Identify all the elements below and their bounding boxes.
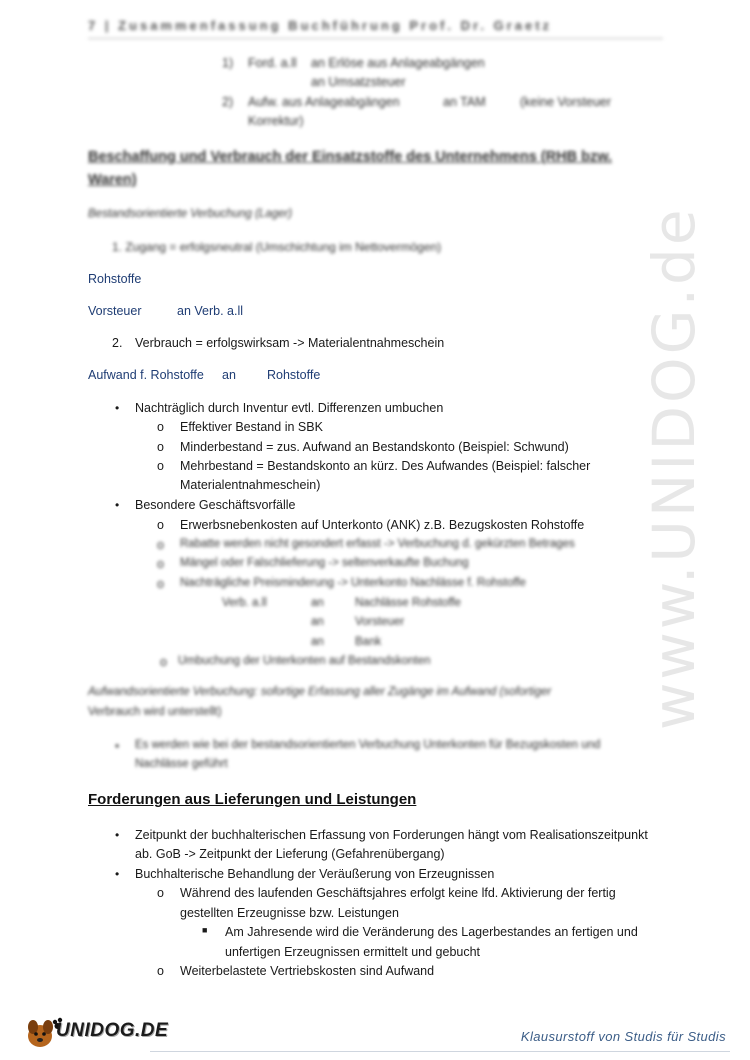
circle-bullet-icon: o [157,538,164,552]
top-list-item2-account: Aufw. aus Anlageabgängen [248,95,400,109]
bullet1-sub1: Effektiver Bestand in SBK [180,420,323,434]
circle-bullet-icon: o [157,440,164,454]
circle-bullet-icon: o [157,420,164,434]
section1-step1: 1. Zugang = erfolgsneutral (Umschichtung im Nettovermögen) [112,240,442,254]
logo-text: UNIDOG.DE [56,1020,169,1041]
circle-bullet-icon: o [157,886,164,900]
section2-title: Forderungen aus Lieferungen und Leistungen [88,791,417,808]
bullet2-text: Besondere Geschäftsvorfälle [135,498,296,512]
section2-sub2: Weiterbelastete Vertriebskosten sind Aufwand [180,964,435,978]
booking-aufwand: Aufwand f. Rohstoffe [88,368,204,382]
booking-row1-account: Verb. a.ll [222,597,267,609]
section2-bullet1-line2: ab. GoB -> Zeitpunkt der Lieferung (Gefahrenübergang) [135,847,445,861]
step2-num: 2. [112,336,123,350]
bullet1-sub3-line1: Mehrbestand = Bestandskonto an kürz. Des Aufwandes (Beispiel: falscher [180,459,591,473]
bullet1-sub3-line2: Materialentnahmeschein) [180,478,321,492]
section2-bullet1-line1: Zeitpunkt der buchhalterischen Erfassung von Forderungen hängt vom Realisationszeitpunkt [135,828,648,842]
section1-title-line2: Waren) [88,172,137,188]
aufwand-line1: Aufwandsorientierte Verbuchung: sofortige Erfassung aller Zugänge im Aufwand (sofortiger [88,686,552,698]
watermark: www.UNIDOG.de [640,206,708,730]
bullet-icon: • [115,401,120,415]
bullet2-sub2: Rabatte werden nicht gesondert erfasst -> Verbuchung d. gekürzten Betrages [180,538,575,550]
booking-row1-credit: Nachlässe Rohstoffe [355,597,461,609]
bullet3-line2: Nachlässe geführt [135,758,228,770]
booking-vorsteuer: Vorsteuer [88,304,142,318]
section2-sub1-line2: gestellten Erzeugnisse bzw. Leistungen [180,906,399,920]
booking-row3-an: an [311,636,324,648]
bullet1-sub2: Minderbestand = zus. Aufwand an Bestandskonto (Beispiel: Schwund) [180,440,569,454]
top-list-item1-credit2: an Umsatzsteuer [311,75,406,89]
section2-subsub1-line2: unfertigen Erzeugnissen ermittelt und gebucht [225,945,481,959]
footer-tagline: Klausurstoff von Studis für Studis [520,1029,726,1044]
circle-bullet-icon: o [157,459,164,473]
square-bullet-icon: ■ [202,925,208,935]
booking-row3-credit: Bank [355,636,382,648]
top-list-item2-num: 2) [222,95,234,109]
booking-rohstoffe: Rohstoffe [88,272,142,286]
booking-row1-an: an [311,597,324,609]
top-list-item1-account: Ford. a.ll [248,56,297,70]
top-list-item1-num: 1) [222,56,234,70]
top-list-item2-note: (keine Vorsteuer [520,95,612,109]
bullet2-sub3: Mängel oder Falschlieferung -> seltenverkaufte Buchung [180,557,469,569]
bullet2-sub4: Nachträgliche Preisminderung -> Unterkonto Nachlässe f. Rohstoffe [180,577,526,589]
bullet1-text: Nachträglich durch Inventur evtl. Differenzen umbuchen [135,401,444,415]
section2-bullet2: Buchhalterische Behandlung der Veräußerung von Erzeugnissen [135,867,495,881]
bullet2-sub1: Erwerbsnebenkosten auf Unterkonto (ANK) z.B. Bezugskosten Rohstoffe [180,518,585,532]
step2-text: Verbrauch = erfolgswirksam -> Materialentnahmeschein [135,336,445,350]
top-list-item2-note2: Korrektur) [248,114,304,128]
circle-bullet-icon: o [157,964,164,978]
bullet-icon: • [115,739,120,753]
booking-row2-an: an [311,616,324,628]
bullet-icon: • [115,867,120,881]
page-header: 7 | Zusammenfassung Buchführung Prof. Dr. Graetz [88,18,663,39]
footer-divider [150,1051,730,1052]
bullet-icon: • [115,498,120,512]
booking-an: an [222,368,236,382]
bullet3-line1: Es werden wie bei der bestandsorientierten Verbuchung Unterkonten für Bezugskosten und [135,739,601,751]
section2-sub1-line1: Während des laufenden Geschäftsjahres erfolgt keine lfd. Aktivierung der fertig [180,886,616,900]
booking-rohstoffe2: Rohstoffe [267,368,321,382]
bullet2-sub5: Umbuchung der Unterkonten auf Bestandskonten [178,655,431,667]
top-list-item1-credit1: an Erlöse aus Anlageabgängen [311,56,485,70]
circle-bullet-icon: o [157,518,164,532]
circle-bullet-icon: o [157,577,164,591]
circle-bullet-icon: o [160,655,167,669]
circle-bullet-icon: o [157,557,164,571]
section1-title-line1: Beschaffung und Verbrauch der Einsatzstoffe des Unternehmens (RHB bzw. [88,149,612,165]
bullet-icon: • [115,828,120,842]
top-list-item2-credit: an TAM [443,95,486,109]
section1-subtitle: Bestandsorientierte Verbuchung (Lager) [88,208,293,220]
booking-row2-credit: Vorsteuer [355,616,405,628]
booking-an-verb: an Verb. a.ll [177,304,244,318]
section2-subsub1-line1: Am Jahresende wird die Veränderung des Lagerbestandes an fertigen und [225,925,638,939]
aufwand-line2: Verbrauch wird unterstellt) [88,706,222,718]
